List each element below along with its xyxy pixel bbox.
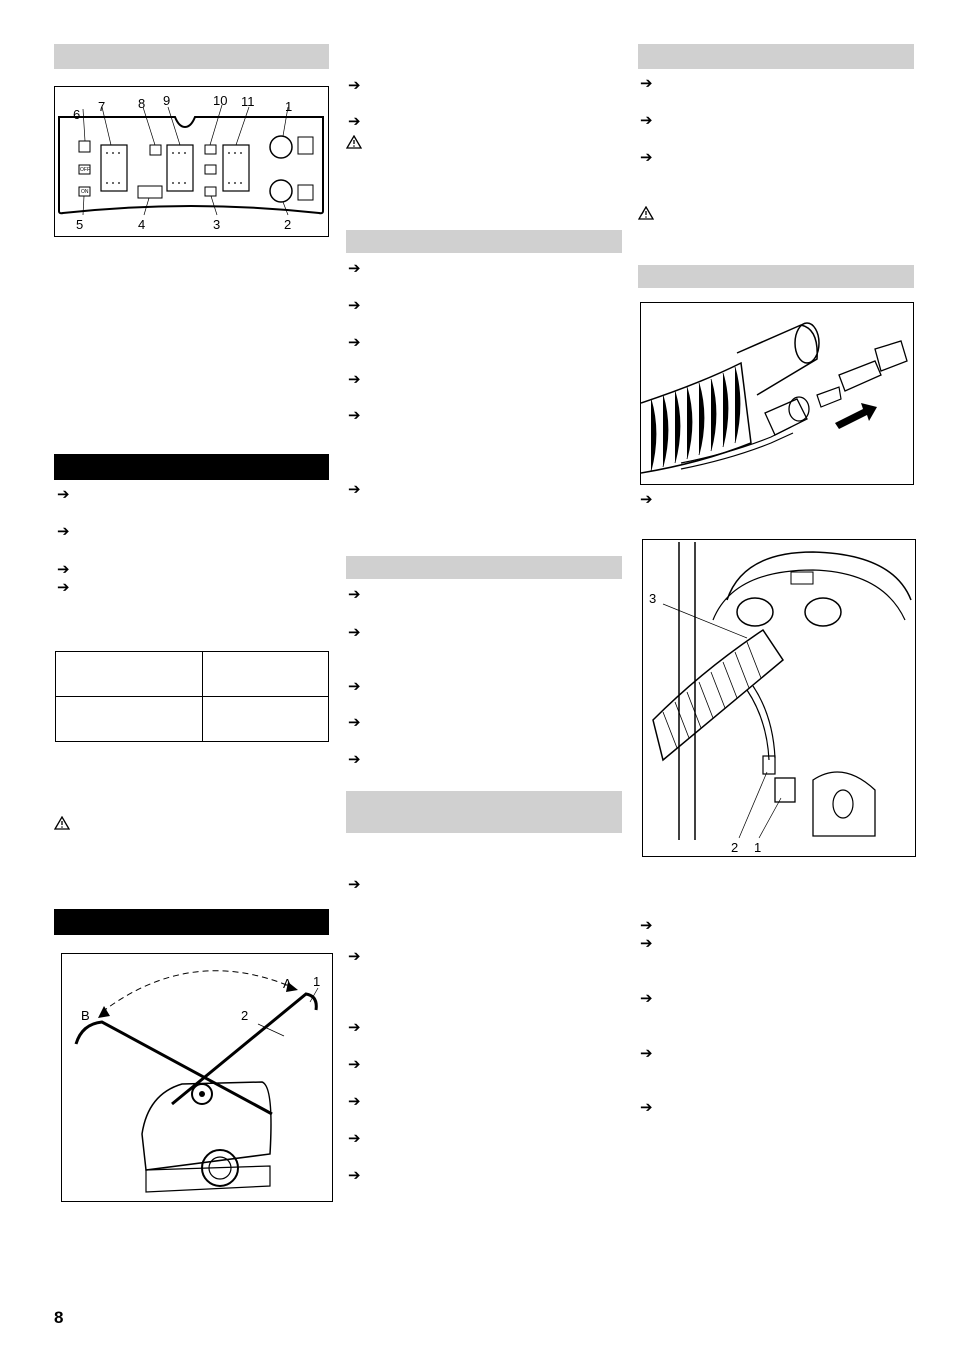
page-number: 8 bbox=[54, 1308, 64, 1327]
callout-8: 8 bbox=[138, 96, 146, 111]
table-cell bbox=[203, 652, 329, 697]
warning-icon bbox=[638, 206, 654, 220]
bullet-arrow: ➔ bbox=[348, 875, 361, 893]
table-row bbox=[56, 697, 329, 742]
bullet-arrow: ➔ bbox=[348, 76, 361, 94]
table-cell bbox=[203, 697, 329, 742]
warning-icon bbox=[54, 816, 70, 830]
handle-adjust-drawing bbox=[62, 954, 332, 1201]
callout-2: 2 bbox=[284, 217, 292, 232]
bullet-arrow: ➔ bbox=[348, 1129, 361, 1147]
callout-1: 1 bbox=[313, 974, 321, 989]
bullet-arrow: ➔ bbox=[640, 1098, 653, 1116]
bullet-arrow: ➔ bbox=[57, 485, 70, 503]
hose-coupling-figure bbox=[640, 302, 914, 485]
bullet-arrow: ➔ bbox=[348, 1055, 361, 1073]
bullet-arrow: ➔ bbox=[57, 578, 70, 596]
bullet-arrow: ➔ bbox=[640, 74, 653, 92]
callout-2: 2 bbox=[241, 1008, 249, 1023]
bullet-arrow: ➔ bbox=[348, 947, 361, 965]
callout-A: A bbox=[283, 976, 292, 991]
data-table bbox=[55, 651, 329, 742]
table-cell bbox=[56, 652, 203, 697]
bullet-arrow: ➔ bbox=[640, 111, 653, 129]
bullet-arrow: ➔ bbox=[348, 713, 361, 731]
bullet-arrow: ➔ bbox=[348, 333, 361, 351]
bullet-arrow: ➔ bbox=[640, 989, 653, 1007]
section-header-bar-black bbox=[54, 909, 329, 935]
bullet-arrow: ➔ bbox=[640, 934, 653, 952]
callout-3: 3 bbox=[213, 217, 221, 232]
bullet-arrow: ➔ bbox=[57, 522, 70, 540]
handle-adjust-figure bbox=[61, 953, 333, 1202]
callout-6: 6 bbox=[73, 107, 81, 122]
callout-9: 9 bbox=[163, 93, 171, 108]
section-header-bar bbox=[638, 265, 914, 288]
callout-4: 4 bbox=[138, 217, 146, 232]
bullet-arrow: ➔ bbox=[348, 370, 361, 388]
callout-1: 1 bbox=[754, 840, 762, 855]
bullet-arrow: ➔ bbox=[640, 1044, 653, 1062]
callout-11: 11 bbox=[241, 94, 255, 109]
bullet-arrow: ➔ bbox=[348, 623, 361, 641]
callout-3: 3 bbox=[649, 591, 657, 606]
table-row bbox=[56, 652, 329, 697]
section-header-bar-black bbox=[54, 454, 329, 480]
bullet-arrow: ➔ bbox=[348, 1092, 361, 1110]
bullet-arrow: ➔ bbox=[348, 677, 361, 695]
callout-B: B bbox=[81, 1008, 90, 1023]
hose-connect-drawing bbox=[643, 540, 915, 856]
callout-5: 5 bbox=[76, 217, 84, 232]
button-label-off: OFF bbox=[80, 167, 90, 173]
bullet-arrow: ➔ bbox=[348, 1018, 361, 1036]
bullet-arrow: ➔ bbox=[57, 560, 70, 578]
bullet-arrow: ➔ bbox=[348, 1166, 361, 1184]
bullet-arrow: ➔ bbox=[348, 750, 361, 768]
bullet-arrow: ➔ bbox=[640, 148, 653, 166]
hose-connect-figure bbox=[642, 539, 916, 857]
bullet-arrow: ➔ bbox=[348, 585, 361, 603]
bullet-arrow: ➔ bbox=[348, 296, 361, 314]
section-header-bar bbox=[346, 556, 622, 579]
section-header-bar bbox=[346, 230, 622, 253]
callout-1: 1 bbox=[285, 99, 293, 114]
section-header-bar bbox=[346, 791, 622, 833]
section-header-bar bbox=[638, 44, 914, 69]
button-label-on: ON bbox=[81, 189, 89, 195]
warning-icon bbox=[346, 135, 362, 149]
section-header-bar bbox=[54, 44, 329, 69]
callout-7: 7 bbox=[98, 99, 106, 114]
callout-10: 10 bbox=[213, 93, 228, 108]
bullet-arrow: ➔ bbox=[640, 490, 653, 508]
callout-2: 2 bbox=[731, 840, 739, 855]
bullet-arrow: ➔ bbox=[640, 916, 653, 934]
bullet-arrow: ➔ bbox=[348, 480, 361, 498]
control-panel-figure bbox=[54, 86, 329, 237]
bullet-arrow: ➔ bbox=[348, 406, 361, 424]
bullet-arrow: ➔ bbox=[348, 259, 361, 277]
table-cell bbox=[56, 697, 203, 742]
bullet-arrow: ➔ bbox=[348, 112, 361, 130]
hose-coupling-drawing bbox=[641, 303, 913, 484]
